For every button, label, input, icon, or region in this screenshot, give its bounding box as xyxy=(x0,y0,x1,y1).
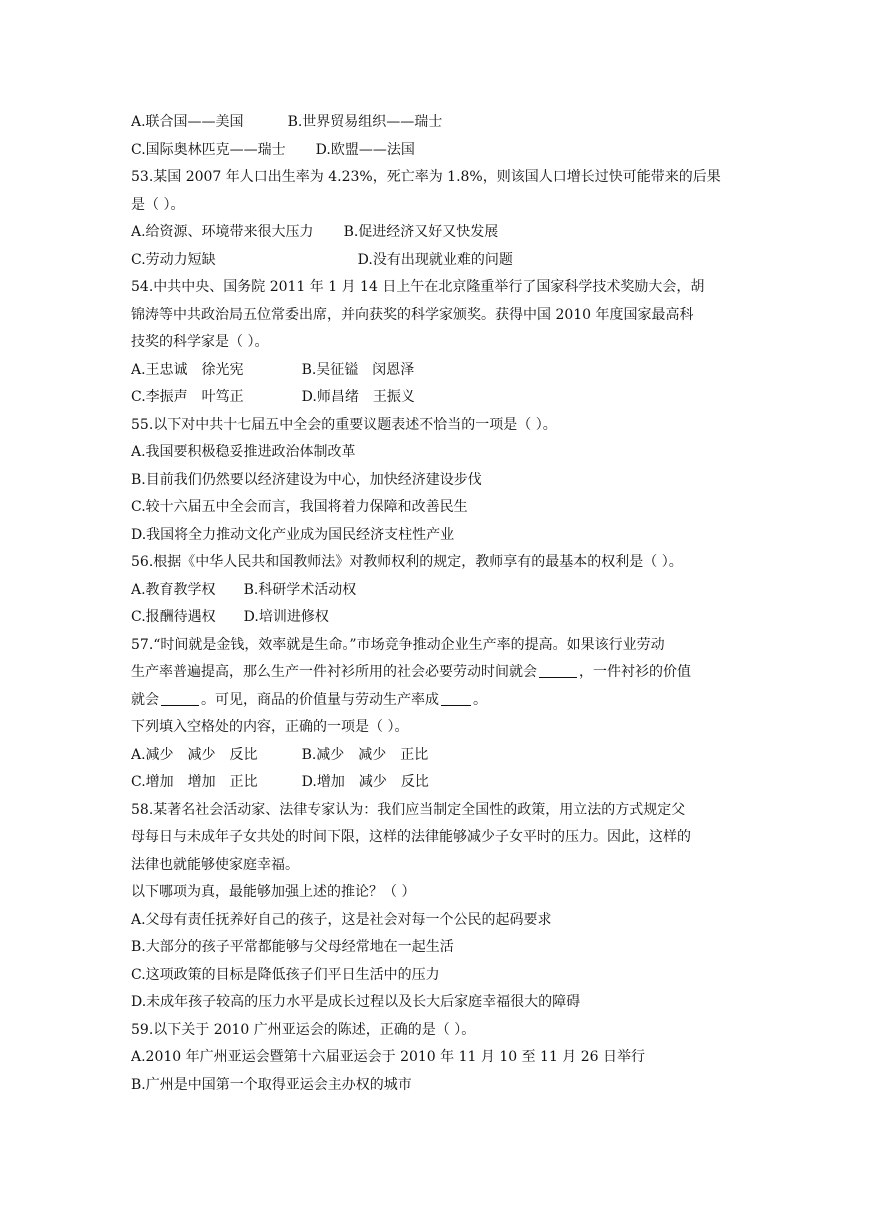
line-text: B.广州是中国第一个取得亚运会主办权的城市 xyxy=(131,1076,412,1093)
text-line xyxy=(131,989,741,1017)
text-line xyxy=(131,824,741,852)
option-left: C.增加 增加 正比 xyxy=(131,774,258,790)
line-text: D.未成年孩子较高的压力水平是成长过程以及长大后家庭幸福很大的障碍 xyxy=(131,994,581,1010)
text-line xyxy=(131,302,741,330)
text-line xyxy=(131,357,741,385)
text-line xyxy=(131,247,741,275)
line-text: 法律也就能够使家庭幸福。 xyxy=(131,856,299,873)
line-text: A.我国要积极稳妥推进政治体制改革 xyxy=(131,444,356,460)
text-line xyxy=(131,1044,741,1072)
text-line xyxy=(131,714,741,742)
line-text: B.目前我们仍然要以经济建设为中心，加快经济建设步伐 xyxy=(131,471,482,488)
option-left: C.李振声 叶笃正 xyxy=(131,389,244,405)
option-right: D.培训进修权 xyxy=(243,609,329,625)
option-right: D.师昌绪 王振义 xyxy=(301,389,415,405)
line-text: 56.根据《中华人民共和国教师法》对教师权利的规定，教师享有的最基本的权利是（ ）。 xyxy=(131,554,683,570)
text-line xyxy=(131,439,741,467)
option-right: D.增加 减少 反比 xyxy=(301,774,429,790)
option-left: A.给资源、环境带来很大压力 xyxy=(131,224,314,240)
text-line xyxy=(131,577,741,605)
text-line xyxy=(131,687,741,715)
option-right: B.科研学术活动权 xyxy=(243,581,357,598)
line-text: 锦涛等中共政治局五位常委出席，并向获奖的科学家颁奖。获得中国 2010 年度国家最高科 xyxy=(131,306,694,323)
text-line xyxy=(131,467,741,495)
text-line xyxy=(131,797,741,825)
option-left: C.劳动力短缺 xyxy=(131,251,216,268)
text-line xyxy=(131,1072,741,1100)
line-segment: ，一件衬衫的价值 xyxy=(579,664,691,680)
line-text: D.我国将全力推动文化产业成为国民经济支柱性产业 xyxy=(131,526,455,543)
text-line xyxy=(131,192,741,220)
line-text: 母每日与未成年子女共处的时间下限，这样的法律能够减少子女平时的压力。因此，这样的 xyxy=(131,829,691,845)
text-line xyxy=(131,604,741,632)
line-text: 57.“时间就是金钱，效率就是生命。”市场竞争推动企业生产率的提高。如果该行业劳动 xyxy=(131,636,665,653)
option-right: B.世界贸易组织——瑞士 xyxy=(287,114,443,130)
question-text-block xyxy=(131,109,741,1099)
option-left: A.王忠诚 徐光宪 xyxy=(131,361,244,378)
line-text: A.父母有责任抚养好自己的孩子，这是社会对每一个公民的起码要求 xyxy=(131,911,552,928)
option-right: B.减少 减少 正比 xyxy=(301,746,429,763)
text-line xyxy=(131,494,741,522)
text-line xyxy=(131,769,741,797)
text-line xyxy=(131,384,741,412)
text-line xyxy=(131,879,741,907)
line-text: 59.以下关于 2010 广州亚运会的陈述，正确的是（ ）。 xyxy=(131,1021,476,1038)
line-text: 下列填入空格处的内容，正确的一项是（ ）。 xyxy=(131,719,409,735)
line-segment: 就会 xyxy=(131,691,159,708)
line-text: 是（ ）。 xyxy=(131,196,185,213)
option-right: B.吴征镒 闵恩泽 xyxy=(301,361,415,378)
option-left: A.教育教学权 xyxy=(131,581,216,598)
text-line xyxy=(131,522,741,550)
text-line xyxy=(131,659,741,687)
line-text: 54.中共中央、国务院 2011 年 1 月 14 日上午在北京隆重举行了国家科学技术奖励大会，胡 xyxy=(131,279,705,295)
option-left: A.联合国——美国 xyxy=(131,114,244,130)
text-line xyxy=(131,329,741,357)
text-line xyxy=(131,1017,741,1045)
line-text: 以下哪项为真，最能够加强上述的推论？（ ） xyxy=(131,884,416,900)
text-line xyxy=(131,632,741,660)
line-text: 55.以下对中共十七届五中全会的重要议题表述不恰当的一项是（ ）。 xyxy=(131,416,557,433)
option-right: B.促进经济又好又快发展 xyxy=(343,224,499,240)
line-text: C.这项政策的目标是降低孩子们平日生活中的压力 xyxy=(131,966,440,983)
line-text: C.较十六届五中全会而言，我国将着力保障和改善民生 xyxy=(131,499,468,515)
line-segment: 。可见，商品的价值量与劳动生产率成 xyxy=(201,691,439,708)
line-text: 53.某国 2007 年人口出生率为 4.23%，死亡率为 1.8%，则该国人口增长过快可能带来的后果 xyxy=(131,169,721,185)
text-line xyxy=(131,109,741,137)
text-line xyxy=(131,934,741,962)
option-right: D.没有出现就业难的问题 xyxy=(357,251,513,268)
text-line xyxy=(131,164,741,192)
line-text: A.2010 年广州亚运会暨第十六届亚运会于 2010 年 11 月 10 至 11 月 26 日举行 xyxy=(131,1049,646,1065)
line-segment: 。 xyxy=(473,691,487,708)
fill-in-blank xyxy=(539,663,577,678)
text-line xyxy=(131,549,741,577)
text-line xyxy=(131,274,741,302)
text-line xyxy=(131,219,741,247)
line-segment: 生产率普遍提高，那么生产一件衬衫所用的社会必要劳动时间就会 xyxy=(131,664,537,680)
line-text: 技奖的科学家是（ ）。 xyxy=(131,334,269,350)
text-line xyxy=(131,742,741,770)
fill-in-blank xyxy=(161,691,199,706)
option-left: C.国际奥林匹克——瑞士 xyxy=(131,141,286,158)
line-text: B.大部分的孩子平常都能够与父母经常地在一起生活 xyxy=(131,939,454,955)
option-left: C.报酬待遇权 xyxy=(131,609,216,625)
text-line xyxy=(131,137,741,165)
option-left: A.减少 减少 反比 xyxy=(131,746,258,763)
fill-in-blank xyxy=(441,691,471,706)
line-text: 58.某著名社会活动家、法律专家认为：我们应当制定全国性的政策，用立法的方式规定父 xyxy=(131,801,686,818)
text-line xyxy=(131,962,741,990)
text-line xyxy=(131,852,741,880)
text-line xyxy=(131,907,741,935)
option-right: D.欧盟——法国 xyxy=(315,141,415,158)
text-line xyxy=(131,412,741,440)
